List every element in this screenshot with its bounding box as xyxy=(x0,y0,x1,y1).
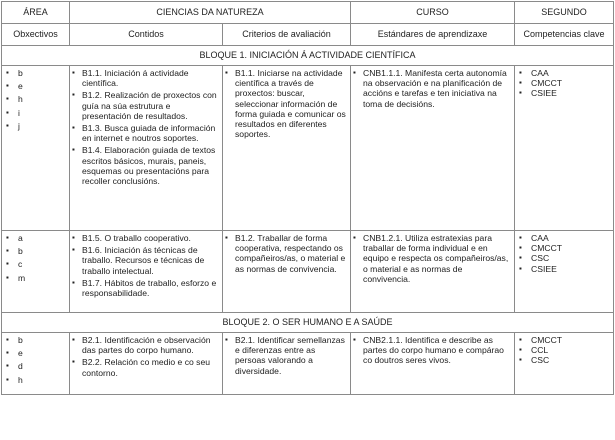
list-item: ▪ B1.5. O traballo cooperativo. xyxy=(70,233,218,243)
block-title-row xyxy=(2,313,614,333)
list-item: ▪ j xyxy=(2,121,69,131)
criteria-cell xyxy=(223,231,351,313)
column-header-row xyxy=(2,24,614,46)
area-value: CIENCIAS DA NATUREZA xyxy=(70,2,351,24)
list-item: ▪ B1.6. Iniciación ás técnicas de traballo. Recursos e técnicas de traballo intelectual. xyxy=(70,245,218,276)
list-item: ▪ B1.2. Traballar de forma cooperativa, respectando os compañeiros/as, o material e as normas de convivencia. xyxy=(223,233,346,274)
list-item: ▪ CSC xyxy=(515,355,613,365)
area-label: ÁREA xyxy=(2,2,70,24)
column-header-criteria: Criterios de avaliación xyxy=(223,24,351,46)
list-item: ▪ B2.1. Identificar semellanzas e diferenzas entre as persoas valorando a diversidade. xyxy=(223,335,346,376)
curriculum-table xyxy=(1,1,614,395)
block-title: BLOQUE 2. O SER HUMANO E A SAÚDE xyxy=(2,313,614,333)
column-header-standards: Estándares de aprendizaxe xyxy=(351,24,515,46)
table-row xyxy=(2,231,614,313)
list-item: ▪ B2.1. Identificación e observación das partes do corpo humano. xyxy=(70,335,218,355)
column-header-contents: Contidos xyxy=(70,24,223,46)
list-item: ▪ CMCCT xyxy=(515,78,613,88)
list-item: ▪ CMCCT xyxy=(515,335,613,345)
list-item: ▪ CSIEE xyxy=(515,264,613,274)
contents-cell xyxy=(70,231,223,313)
competences-cell xyxy=(515,66,614,231)
list-item: ▪ B1.1. Iniciación á actividade científica. xyxy=(70,68,218,88)
table-row xyxy=(2,333,614,395)
standards-cell xyxy=(351,231,515,313)
course-label: CURSO xyxy=(351,2,515,24)
list-item: ▪ b xyxy=(2,335,69,345)
column-header-competences: Competencias clave xyxy=(515,24,614,46)
standards-cell xyxy=(351,333,515,395)
list-item: ▪ B1.2. Realización de proxectos con guía na súa estrutura e presentación de resultados. xyxy=(70,90,218,121)
contents-cell xyxy=(70,333,223,395)
criteria-cell xyxy=(223,66,351,231)
list-item: ▪ CSC xyxy=(515,253,613,263)
standards-cell xyxy=(351,66,515,231)
list-item: ▪ e xyxy=(2,348,69,358)
objectives-cell xyxy=(2,333,70,395)
list-item: ▪ CNB1.1.1. Manifesta certa autonomía na observación e na planificación de accións e tarefas e ten iniciativa na toma de decisións. xyxy=(351,68,510,109)
list-item: ▪ b xyxy=(2,246,69,256)
list-item: ▪ h xyxy=(2,375,69,385)
list-item: ▪ CNB2.1.1. Identifica e describe as partes do corpo humano e compárao co doutros seres vivos. xyxy=(351,335,510,366)
objectives-cell xyxy=(2,231,70,313)
list-item: ▪ B1.4. Elaboración guiada de textos escritos básicos, murais, paneis, esquemas ou presentacións para recoller conclusións. xyxy=(70,145,218,186)
objectives-cell xyxy=(2,66,70,231)
area-header-row xyxy=(2,2,614,24)
table-row xyxy=(2,66,614,231)
contents-cell xyxy=(70,66,223,231)
criteria-cell xyxy=(223,333,351,395)
course-value: SEGUNDO xyxy=(515,2,614,24)
list-item: ▪ e xyxy=(2,81,69,91)
list-item: ▪ CMCCT xyxy=(515,243,613,253)
list-item: ▪ CSIEE xyxy=(515,88,613,98)
list-item: ▪ c xyxy=(2,259,69,269)
list-item: ▪ CAA xyxy=(515,68,613,78)
list-item: ▪ i xyxy=(2,108,69,118)
list-item: ▪ CNB1.2.1. Utiliza estratexias para traballar de forma individual e en equipo e respecta os compañeiros/as, o material e as normas de convivencia. xyxy=(351,233,510,284)
list-item: ▪ B2.2. Relación co medio e co seu contorno. xyxy=(70,357,218,377)
column-header-objectives: Obxectivos xyxy=(2,24,70,46)
list-item: ▪ a xyxy=(2,233,69,243)
list-item: ▪ CAA xyxy=(515,233,613,243)
competences-cell xyxy=(515,333,614,395)
block-title-row xyxy=(2,46,614,66)
competences-cell xyxy=(515,231,614,313)
list-item: ▪ B1.1. Iniciarse na actividade científica a través de proxectos: buscar, seleccionar información de forma guiada e comunicar os resultados en diferentes soportes. xyxy=(223,68,346,139)
list-item: ▪ h xyxy=(2,94,69,104)
list-item: ▪ d xyxy=(2,361,69,371)
block-title: BLOQUE 1. INICIACIÓN Á ACTIVIDADE CIENTÍFICA xyxy=(2,46,614,66)
list-item: ▪ m xyxy=(2,273,69,283)
list-item: ▪ B1.7. Hábitos de traballo, esforzo e responsabilidade. xyxy=(70,278,218,298)
list-item: ▪ b xyxy=(2,68,69,78)
list-item: ▪ CCL xyxy=(515,345,613,355)
list-item: ▪ B1.3. Busca guiada de información en internet e noutros soportes. xyxy=(70,123,218,143)
